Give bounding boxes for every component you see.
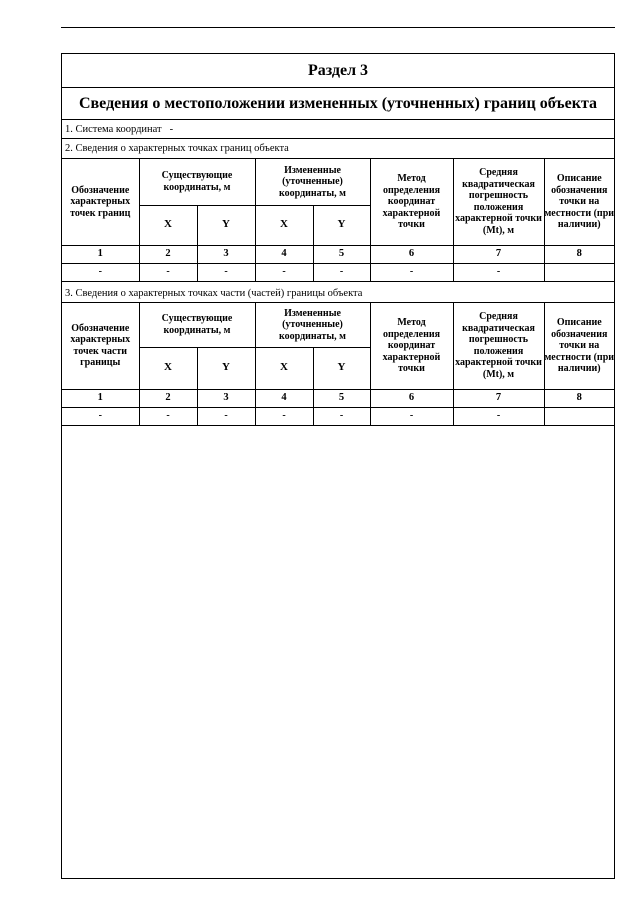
boundary-points-label: 2. Сведения о характерных точках границ объекта [62, 139, 614, 159]
changed-coords-header: Измененные (уточненные) координаты, м [255, 159, 370, 205]
column-number: 2 [139, 245, 197, 263]
table-cell: - [313, 263, 370, 281]
column-number-row [62, 389, 614, 407]
existing-coords-header: Существующие координаты, м [139, 159, 255, 205]
changed-coords-header: Измененные (уточненные) координаты, м [255, 303, 370, 347]
column-number: 5 [313, 245, 370, 263]
table-row [62, 263, 614, 281]
table-cell: - [370, 407, 453, 425]
table-cell: - [255, 263, 313, 281]
part-boundary-points-label: 3. Сведения о характерных точках части (частей) границы объекта [62, 285, 614, 303]
section-frame [61, 53, 615, 879]
table-cell: - [62, 407, 139, 425]
column-number: 7 [453, 245, 544, 263]
existing-y-header: Y [197, 205, 255, 245]
table-cell: - [370, 263, 453, 281]
coordinate-system-label: 1. Система координат [65, 123, 162, 135]
column-number: 5 [313, 389, 370, 407]
document-title: Сведения о местоположении измененных (уточненных) границ объекта [62, 88, 614, 120]
existing-y-header: Y [197, 347, 255, 389]
table-cell: - [62, 263, 139, 281]
boundary-points-table [62, 159, 614, 282]
column-number: 8 [544, 389, 614, 407]
column-number: 7 [453, 389, 544, 407]
description-header: Описание обозначения точки на местности (при наличии) [544, 159, 614, 245]
part-boundary-points-table [62, 303, 614, 426]
table-cell: - [197, 263, 255, 281]
rms-error-header: Средняя квадратическая погрешность положения характерной точки (Mt), м [453, 303, 544, 389]
column-number: 6 [370, 245, 453, 263]
column-number: 4 [255, 389, 313, 407]
column-number: 6 [370, 389, 453, 407]
changed-x-header: X [255, 347, 313, 389]
table-cell: - [197, 407, 255, 425]
description-header: Описание обозначения точки на местности (при наличии) [544, 303, 614, 389]
column-number: 8 [544, 245, 614, 263]
table-cell: - [313, 407, 370, 425]
column-number: 4 [255, 245, 313, 263]
designation-header: Обозначение характерных точек части границы [62, 303, 139, 389]
method-header: Метод определения координат характерной точки [370, 159, 453, 245]
column-number: 1 [62, 389, 139, 407]
column-number-row [62, 245, 614, 263]
rms-error-header: Средняя квадратическая погрешность положения характерной точки (Mt), м [453, 159, 544, 245]
method-header: Метод определения координат характерной точки [370, 303, 453, 389]
designation-header: Обозначение характерных точек границ [62, 159, 139, 245]
table-row [62, 407, 614, 425]
table-cell: - [139, 407, 197, 425]
top-rule [61, 27, 615, 28]
table-cell: - [453, 407, 544, 425]
column-number: 3 [197, 245, 255, 263]
existing-coords-header: Существующие координаты, м [139, 303, 255, 347]
coordinate-system-value: - [169, 123, 174, 135]
existing-x-header: X [139, 205, 197, 245]
changed-y-header: Y [313, 205, 370, 245]
table-cell [544, 407, 614, 425]
coordinate-system-row [62, 120, 614, 139]
changed-x-header: X [255, 205, 313, 245]
column-number: 2 [139, 389, 197, 407]
changed-y-header: Y [313, 347, 370, 389]
table-cell: - [139, 263, 197, 281]
existing-x-header: X [139, 347, 197, 389]
column-number: 3 [197, 389, 255, 407]
table-cell: - [255, 407, 313, 425]
column-number: 1 [62, 245, 139, 263]
table-cell [544, 263, 614, 281]
table-cell: - [453, 263, 544, 281]
section-label: Раздел 3 [62, 54, 614, 88]
